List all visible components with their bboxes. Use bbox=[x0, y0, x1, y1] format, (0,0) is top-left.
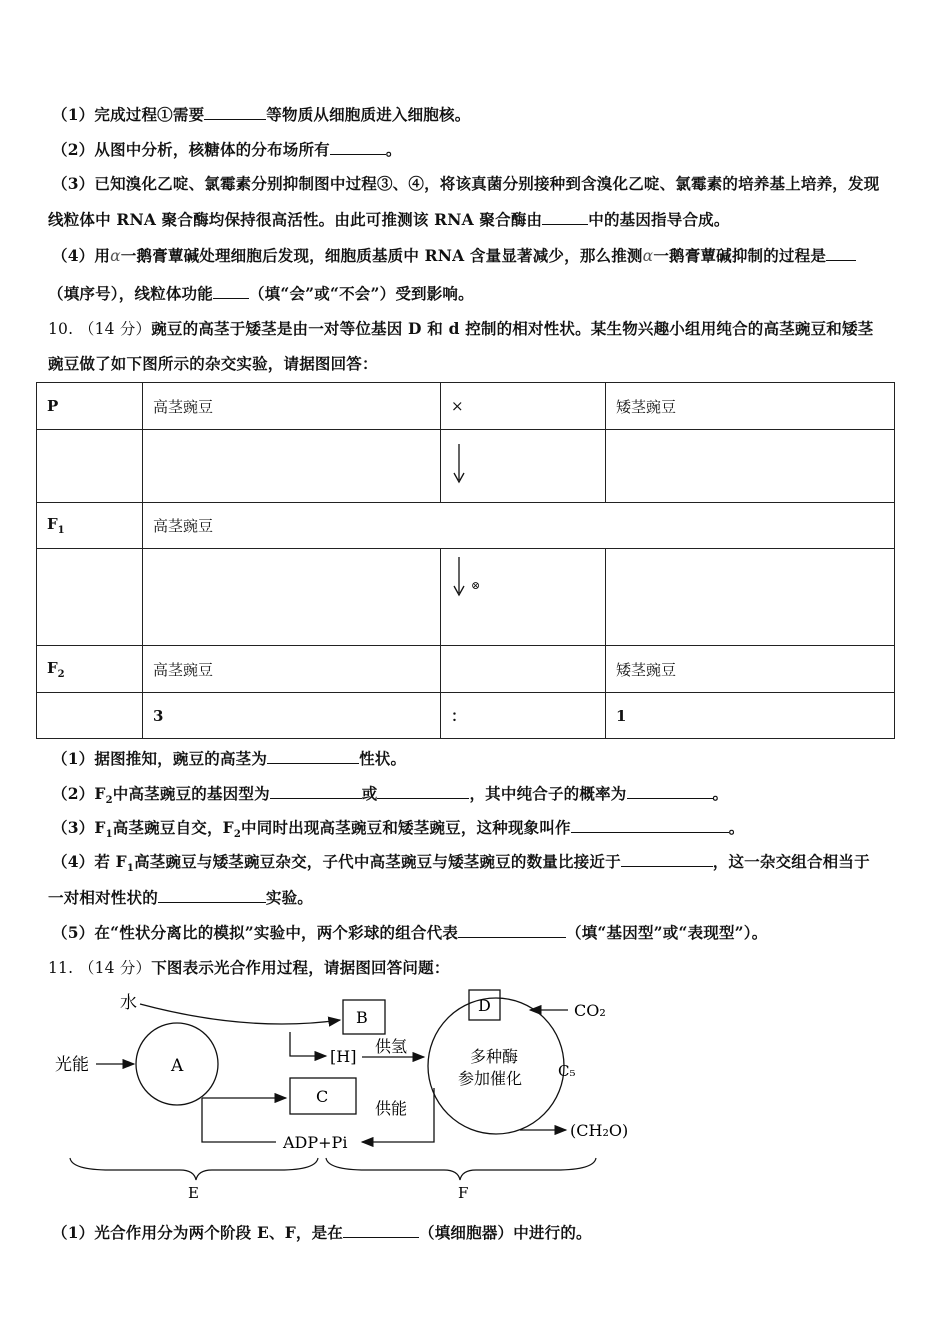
ratio-tall: 3 bbox=[143, 693, 441, 739]
ratio-colon: ： bbox=[441, 693, 606, 739]
q10-sub3: $(3)F_1$高茎豌豆自交，$F_2$中同时出现高茎豌豆和矮茎豌豆，这种现象叫作 。 bbox=[52, 818, 745, 841]
empty-cell bbox=[37, 430, 143, 503]
enzyme-label-2: 参加催化 bbox=[458, 1069, 523, 1088]
enzyme-label-1: 多种酶 bbox=[470, 1047, 519, 1066]
answer-blank[interactable] bbox=[330, 140, 386, 155]
label-c: C bbox=[316, 1087, 329, 1106]
answer-blank[interactable] bbox=[213, 284, 249, 299]
answer-blank[interactable] bbox=[270, 784, 362, 799]
cross-table bbox=[36, 382, 895, 739]
answer-blank[interactable] bbox=[826, 246, 856, 261]
alpha-symbol: α bbox=[110, 247, 121, 265]
light-label: 光能 bbox=[55, 1055, 89, 1075]
q10-sub4-line1: （4）若 $F_1$高茎豌豆与矮茎豌豆杂交，子代中高茎豌豆与矮茎豌豆的数量比接近于 ，这一杂交组合相当于 bbox=[52, 852, 870, 875]
adp-label: ADP+Pi bbox=[283, 1133, 348, 1152]
calvin-cycle-circle bbox=[428, 998, 564, 1134]
p-short-cell: 矮茎豌豆 bbox=[606, 383, 895, 430]
water-label: 水 bbox=[120, 993, 137, 1013]
down-arrow-icon bbox=[451, 555, 471, 599]
brace-e bbox=[70, 1158, 318, 1180]
c5-label: C₅ bbox=[558, 1062, 576, 1080]
empty-cell bbox=[37, 549, 143, 646]
answer-blank[interactable] bbox=[204, 105, 266, 120]
answer-blank[interactable] bbox=[627, 784, 713, 799]
q9-sub4-line1: （4）用α一鹅膏蕈碱处理细胞后发现，细胞质基质中 RNA 含量显著减少，那么推测α一鹅膏蕈碱抑制的过程是 bbox=[52, 244, 856, 266]
arrow-cell bbox=[441, 430, 606, 503]
down-arrow-icon bbox=[451, 442, 471, 486]
label-b: B bbox=[356, 1008, 368, 1027]
energy-supply-label: 供能 bbox=[375, 1099, 408, 1118]
row-label-f1: $F_1$ bbox=[37, 503, 143, 549]
selfing-arrow-cell bbox=[441, 549, 606, 646]
co2-label: CO₂ bbox=[574, 1001, 606, 1020]
empty-cell bbox=[143, 430, 441, 503]
label-h: [H] bbox=[330, 1047, 357, 1066]
empty-cell bbox=[143, 549, 441, 646]
photosynthesis-diagram bbox=[0, 980, 700, 1210]
row-label-p: P bbox=[37, 383, 143, 430]
f2-tall-cell: 高茎豌豆 bbox=[143, 646, 441, 693]
answer-blank[interactable] bbox=[158, 888, 266, 903]
answer-blank[interactable] bbox=[377, 784, 469, 799]
empty-cell bbox=[37, 693, 143, 739]
q9-sub3-line2: 线粒体中 RNA 聚合酶均保持很高活性。由此可推测该 RNA 聚合酶由 中的基因指导合成。 bbox=[48, 210, 730, 229]
label-a: A bbox=[171, 1056, 184, 1076]
a-to-h-arrow bbox=[290, 1032, 326, 1056]
answer-blank[interactable] bbox=[571, 818, 729, 833]
q9-sub3-line1: （3）已知溴化乙啶、氯霉素分别抑制图中过程③、④，将该真菌分别接种到含溴化乙啶、氯霉素的培养基上培养，发现 bbox=[52, 174, 880, 193]
q11-sub1: （1）光合作用分为两个阶段 E、F，是在 （填细胞器）中进行的。 bbox=[52, 1223, 592, 1242]
label-d: D bbox=[478, 996, 491, 1015]
water-to-b-arrow bbox=[140, 1004, 340, 1024]
q10-sub2: $(2)F_2$中高茎豌豆的基因型为 或 ，其中纯合子的概率为 。 bbox=[52, 784, 729, 807]
label-e: E bbox=[188, 1184, 199, 1202]
q10-heading: 10. （14 分）豌豆的高茎于矮茎是由一对等位基因 D 和 d 控制的相对性状。某生物兴趣小组用纯合的高茎豌豆和矮茎 bbox=[48, 319, 874, 338]
q10-intro-line2: 豌豆做了如下图所示的杂交实验，请据图回答： bbox=[48, 354, 378, 373]
q9-sub1: （1）完成过程①需要 等物质从细胞质进入细胞核。 bbox=[52, 105, 471, 124]
row-label-f2: $F_2$ bbox=[37, 646, 143, 693]
answer-blank[interactable] bbox=[458, 923, 566, 938]
empty-cell bbox=[441, 646, 606, 693]
f1-tall-cell: 高茎豌豆 bbox=[143, 503, 895, 549]
q10-sub1: （1）据图推知，豌豆的高茎为 性状。 bbox=[52, 749, 407, 768]
q9-sub4-line2: （填序号），线粒体功能 （填“会”或“不会”）受到影响。 bbox=[48, 284, 474, 303]
f2-short-cell: 矮茎豌豆 bbox=[606, 646, 895, 693]
selfing-symbol: ⊗ bbox=[471, 579, 481, 592]
answer-blank[interactable] bbox=[542, 210, 588, 225]
answer-blank[interactable] bbox=[267, 749, 359, 764]
q10-sub5: （5）在“性状分离比的模拟”实验中，两个彩球的组合代表 （填“基因型”或“表现型”）。 bbox=[52, 923, 768, 942]
empty-cell bbox=[606, 430, 895, 503]
adp-loop-left bbox=[202, 1098, 276, 1142]
ratio-short: 1 bbox=[606, 693, 895, 739]
answer-blank[interactable] bbox=[343, 1223, 419, 1238]
label-f: F bbox=[458, 1184, 469, 1202]
q10-sub4-line2: 一对相对性状的 实验。 bbox=[48, 888, 314, 907]
q9-sub2: （2）从图中分析，核糖体的分布场所有 。 bbox=[52, 140, 402, 159]
q11-heading: 11. （14 分）下图表示光合作用过程，请据图回答问题： bbox=[48, 958, 450, 977]
h-supply-label: 供氢 bbox=[375, 1037, 408, 1056]
answer-blank[interactable] bbox=[621, 852, 713, 867]
brace-f bbox=[326, 1158, 596, 1180]
cross-symbol: × bbox=[441, 383, 606, 430]
empty-cell bbox=[606, 549, 895, 646]
ch2o-label: (CH₂O) bbox=[570, 1121, 629, 1140]
p-tall-cell: 高茎豌豆 bbox=[143, 383, 441, 430]
alpha-symbol: α bbox=[642, 247, 654, 265]
